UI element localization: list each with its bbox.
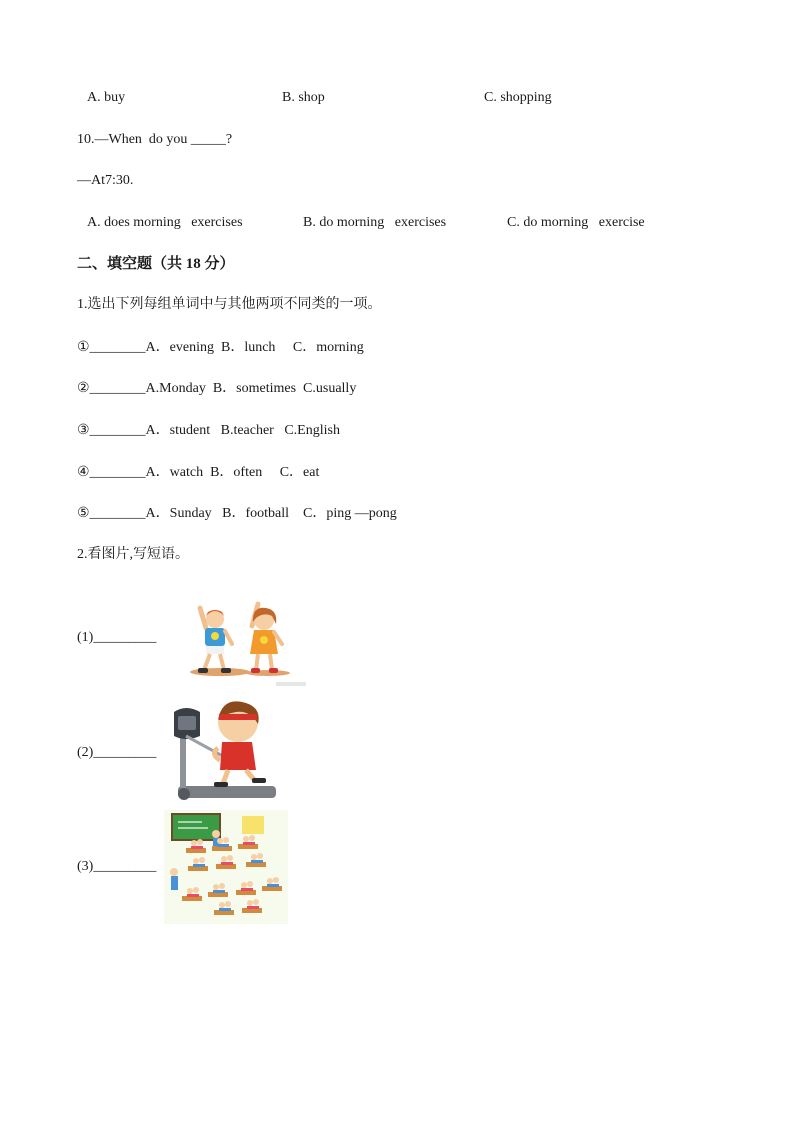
q10-option-a: A. does morning exercises bbox=[87, 215, 243, 230]
q10-question: 10.—When do you _____? bbox=[77, 132, 233, 147]
q9-option-a: A. buy bbox=[87, 90, 126, 105]
classroom-image bbox=[164, 810, 288, 924]
word-group-4: ④________A．watch B．often C．eat bbox=[77, 465, 320, 480]
part1-instruction: 1.选出下列每组单词中与其他两项不同类的一项。 bbox=[77, 297, 382, 312]
q10-option-c: C. do morning exercise bbox=[507, 215, 645, 230]
phrase-blank-1: (1)_________ bbox=[77, 630, 157, 645]
morning-exercises-image bbox=[188, 600, 312, 690]
word-group-1: ①________A．evening B．lunch C．morning bbox=[77, 340, 364, 355]
q9-option-b: B. shop bbox=[282, 90, 325, 105]
q10-option-b: B. do morning exercises bbox=[303, 215, 447, 230]
word-group-5: ⑤________A．Sunday B．football C．ping —pong bbox=[77, 506, 397, 521]
word-group-2: ②________A.Monday B．sometimes C.usually bbox=[77, 381, 357, 396]
word-group-3: ③________A．student B.teacher C.English bbox=[77, 423, 340, 438]
phrase-blank-2: (2)_________ bbox=[77, 745, 157, 760]
phrase-blank-3: (3)_________ bbox=[77, 859, 157, 874]
part2-instruction: 2.看图片,写短语。 bbox=[77, 547, 189, 562]
treadmill-running-image bbox=[170, 698, 282, 804]
q9-option-c: C. shopping bbox=[484, 90, 552, 105]
q10-answer: —At7:30. bbox=[77, 173, 134, 188]
section-heading: 二、填空题（共 18 分） bbox=[77, 256, 235, 272]
